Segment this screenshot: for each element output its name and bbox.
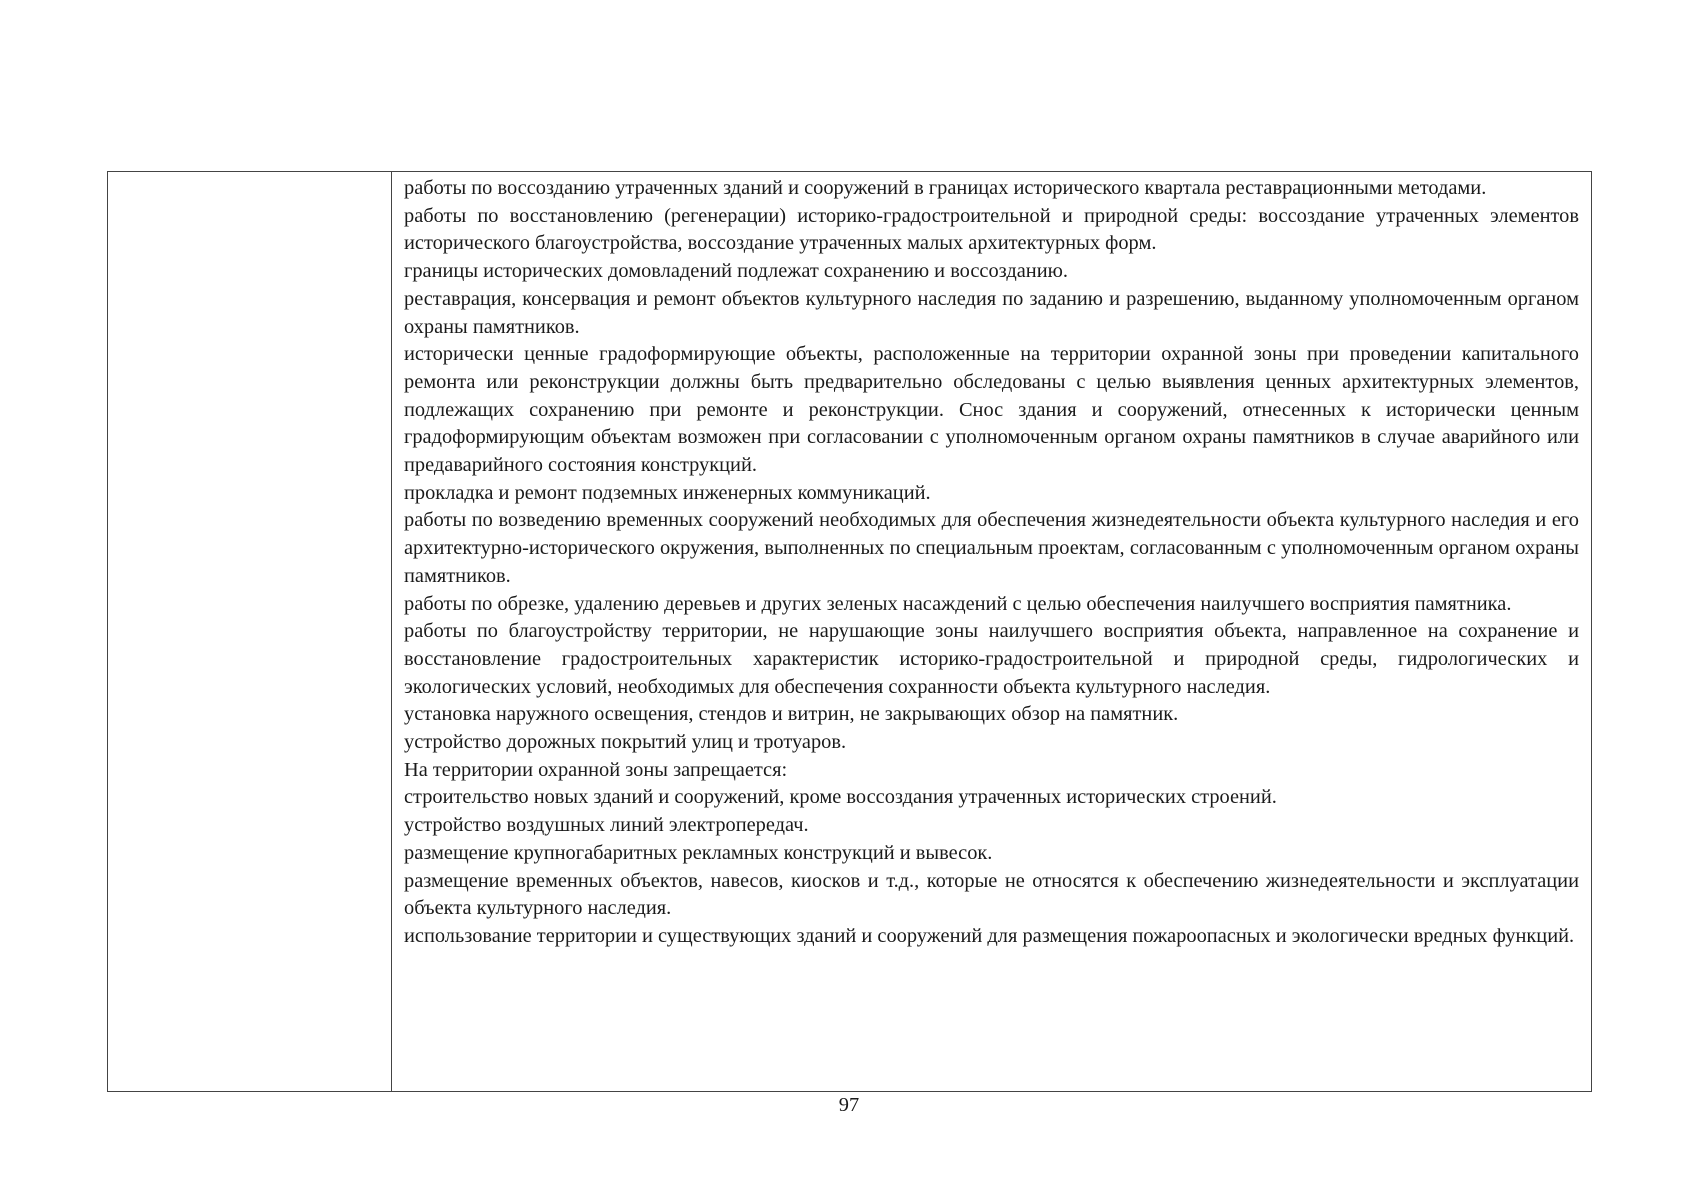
page-number: 97 [838, 1094, 860, 1116]
content-table [107, 171, 1592, 1092]
paragraph: исторически ценные градоформирующие объекты, расположенные на территории охранной зоны при проведении капитального ремонта или реконструкции должны быть предварительно обследованы с целью выявления ценных архитектурных элементов, подлежащих сохранению при ремонте и реконструкции. Снос здания и сооружений, отнесенных к исторически ценным градоформирующим объектам возможен при согласовании с уполномоченным органом охраны памятников в случае аварийного или предаварийного состояния конструкций. [404, 343, 1579, 477]
table-left-cell [108, 172, 392, 1091]
table-right-cell [392, 172, 1591, 1091]
paragraph: работы по благоустройству территории, не нарушающие зоны наилучшего восприятия объекта, направленное на сохранение и восстановление градостроительных характеристик историко-градостроительной и природной среды, гидрологических и экологических условий, необходимых для обеспечения сохранности объекта культурного наследия. [404, 620, 1579, 698]
paragraph: работы по восстановлению (регенерации) историко-градостроительной и природной среды: воссоздание утраченных элементов исторического благоустройства, воссоздание утраченных малых архитектурных форм. [404, 204, 1579, 255]
paragraph: устройство дорожных покрытий улиц и тротуаров. [404, 731, 847, 754]
paragraph: работы по обрезке, удалению деревьев и других зеленых насаждений с целью обеспечения наилучшего восприятия памятника. [404, 592, 1512, 615]
paragraph: работы по воссозданию утраченных зданий и сооружений в границах исторического квартала реставрационными методами. [404, 177, 1487, 199]
paragraph: работы по возведению временных сооружений необходимых для обеспечения жизнедеятельности объекта культурного наследия и его архитектурно-исторического окружения, выполненных по специальным проектам, согласованным с уполномоченным органом охраны памятников. [404, 509, 1579, 587]
paragraph: границы исторических домовладений подлежат сохранению и воссозданию. [404, 260, 1068, 283]
paragraph: использование территории и существующих зданий и сооружений для размещения пожароопасных и экологически вредных функций. [404, 924, 1575, 947]
paragraph: реставрация, консервация и ремонт объектов культурного наследия по заданию и разрешению, выданному уполномоченным органом охраны памятников. [404, 287, 1579, 338]
section-heading: На территории охранной зоны запрещается: [404, 758, 788, 781]
paragraph: размещение крупногабаритных рекламных конструкций и вывесок. [404, 841, 993, 864]
paragraph: прокладка и ремонт подземных инженерных коммуникаций. [404, 481, 931, 504]
paragraph: строительство новых зданий и сооружений, кроме воссоздания утраченных исторических строений. [404, 786, 1277, 809]
paragraph: устройство воздушных линий электропередач. [404, 814, 809, 837]
paragraph: размещение временных объектов, навесов, киосков и т.д., которые не относятся к обеспечению жизнедеятельности и эксплуатации объекта культурного наследия. [404, 869, 1579, 920]
paragraph: установка наружного освещения, стендов и витрин, не закрывающих обзор на памятник. [404, 703, 1179, 726]
